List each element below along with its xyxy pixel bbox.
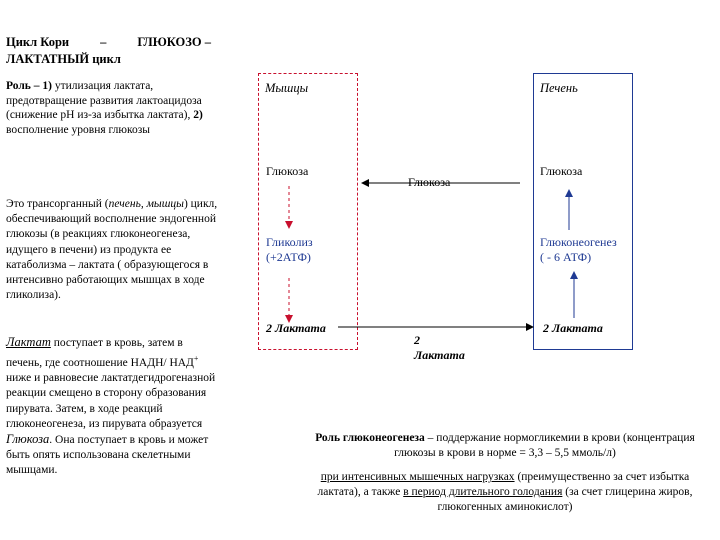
- glucose-blood-label: Глюкоза: [408, 175, 451, 189]
- muscles-label: Мышцы: [265, 81, 309, 95]
- gluconeogenesis-role-body: – поддержание нормогликемии в крови (концентрация глюкозы в крови в норме = 3,3 – 5,5 ммоль/л): [394, 432, 695, 460]
- lactate-blood-line-2: Лактата: [414, 348, 465, 362]
- gluconeogenesis-role-text: [300, 431, 710, 461]
- glucose-word: Глюкоза: [6, 432, 50, 447]
- role-part-2: восполнение уровня глюкозы: [6, 123, 151, 136]
- glycolysis-line-2: (+2АТФ): [266, 250, 311, 264]
- title-word-cycle: Цикл Кори: [6, 35, 70, 49]
- gluconeogenesis-line-1: Глюконеогенез: [540, 235, 617, 249]
- nad-plus: +: [193, 354, 199, 364]
- lactate-word: Лактат: [6, 335, 51, 349]
- lactate-liver-label: 2 Лактата: [543, 321, 603, 335]
- transorgan-text-1: Это трансорганный (: [6, 198, 109, 210]
- lactate-blood-line-1: 2: [414, 333, 420, 347]
- title-word-glucose: ГЛЮКОЗО –: [137, 35, 211, 49]
- lactate-text-3: . Она поступает в кровь и может быть опять использована скелетными мышцами.: [6, 434, 209, 477]
- title-line2: ЛАКТАТНЫЙ цикл: [6, 52, 121, 66]
- condition-fasting: в период длительного голодания: [403, 486, 563, 499]
- liver-label: Печень: [540, 81, 578, 95]
- role-number-1: 1): [42, 80, 52, 92]
- gluconeogenesis-line-2: ( - 6 АТФ): [540, 250, 592, 264]
- transorgan-organs: печень, мышцы: [108, 198, 184, 210]
- lactate-text-2: ниже и равновесие лактатдегидрогеназной реакции смещено в сторону образования пирувата. Затем, в ходе реакций глюконеогенеза, из пирувата образуется: [6, 372, 216, 430]
- role-part-1: утилизация лактата, предотвращение развития лактоацидоза (снижение рН из-за избытка лактата),: [6, 80, 202, 121]
- role-label: Роль –: [6, 80, 40, 92]
- lactate-text-1: поступает в кровь, затем в печень, где соотношение НАДН/ НАД: [6, 337, 194, 370]
- glucose-liver-label: Глюкоза: [540, 164, 583, 178]
- condition-text-1: (преимущественно за счет избытка лактата), а также: [317, 471, 690, 499]
- role-number-2: 2): [193, 109, 203, 121]
- transorgan-text-2: ) цикл, обеспечивающий восполнение эндогенной глюкозы (в реакциях глюконеогенеза, идущего в печени) из продукта ее катаболизма – лактата ( образующегося в интенсивно работающих мышцах в ходе гликолиза).: [6, 198, 218, 302]
- lactate-muscle-label: 2 Лактата: [266, 321, 326, 335]
- title-dash: –: [100, 35, 107, 49]
- gluconeogenesis-role-label: Роль глюконеогенеза: [315, 432, 425, 444]
- condition-exercise: при интенсивных мышечных нагрузках: [320, 471, 515, 483]
- glycolysis-line-1: Гликолиз: [266, 235, 313, 249]
- conditions-text: [300, 470, 710, 516]
- condition-text-2: (за счет глицерина жиров, глюкогенных аминокислот): [437, 486, 693, 514]
- glucose-muscle-label: Глюкоза: [266, 164, 309, 178]
